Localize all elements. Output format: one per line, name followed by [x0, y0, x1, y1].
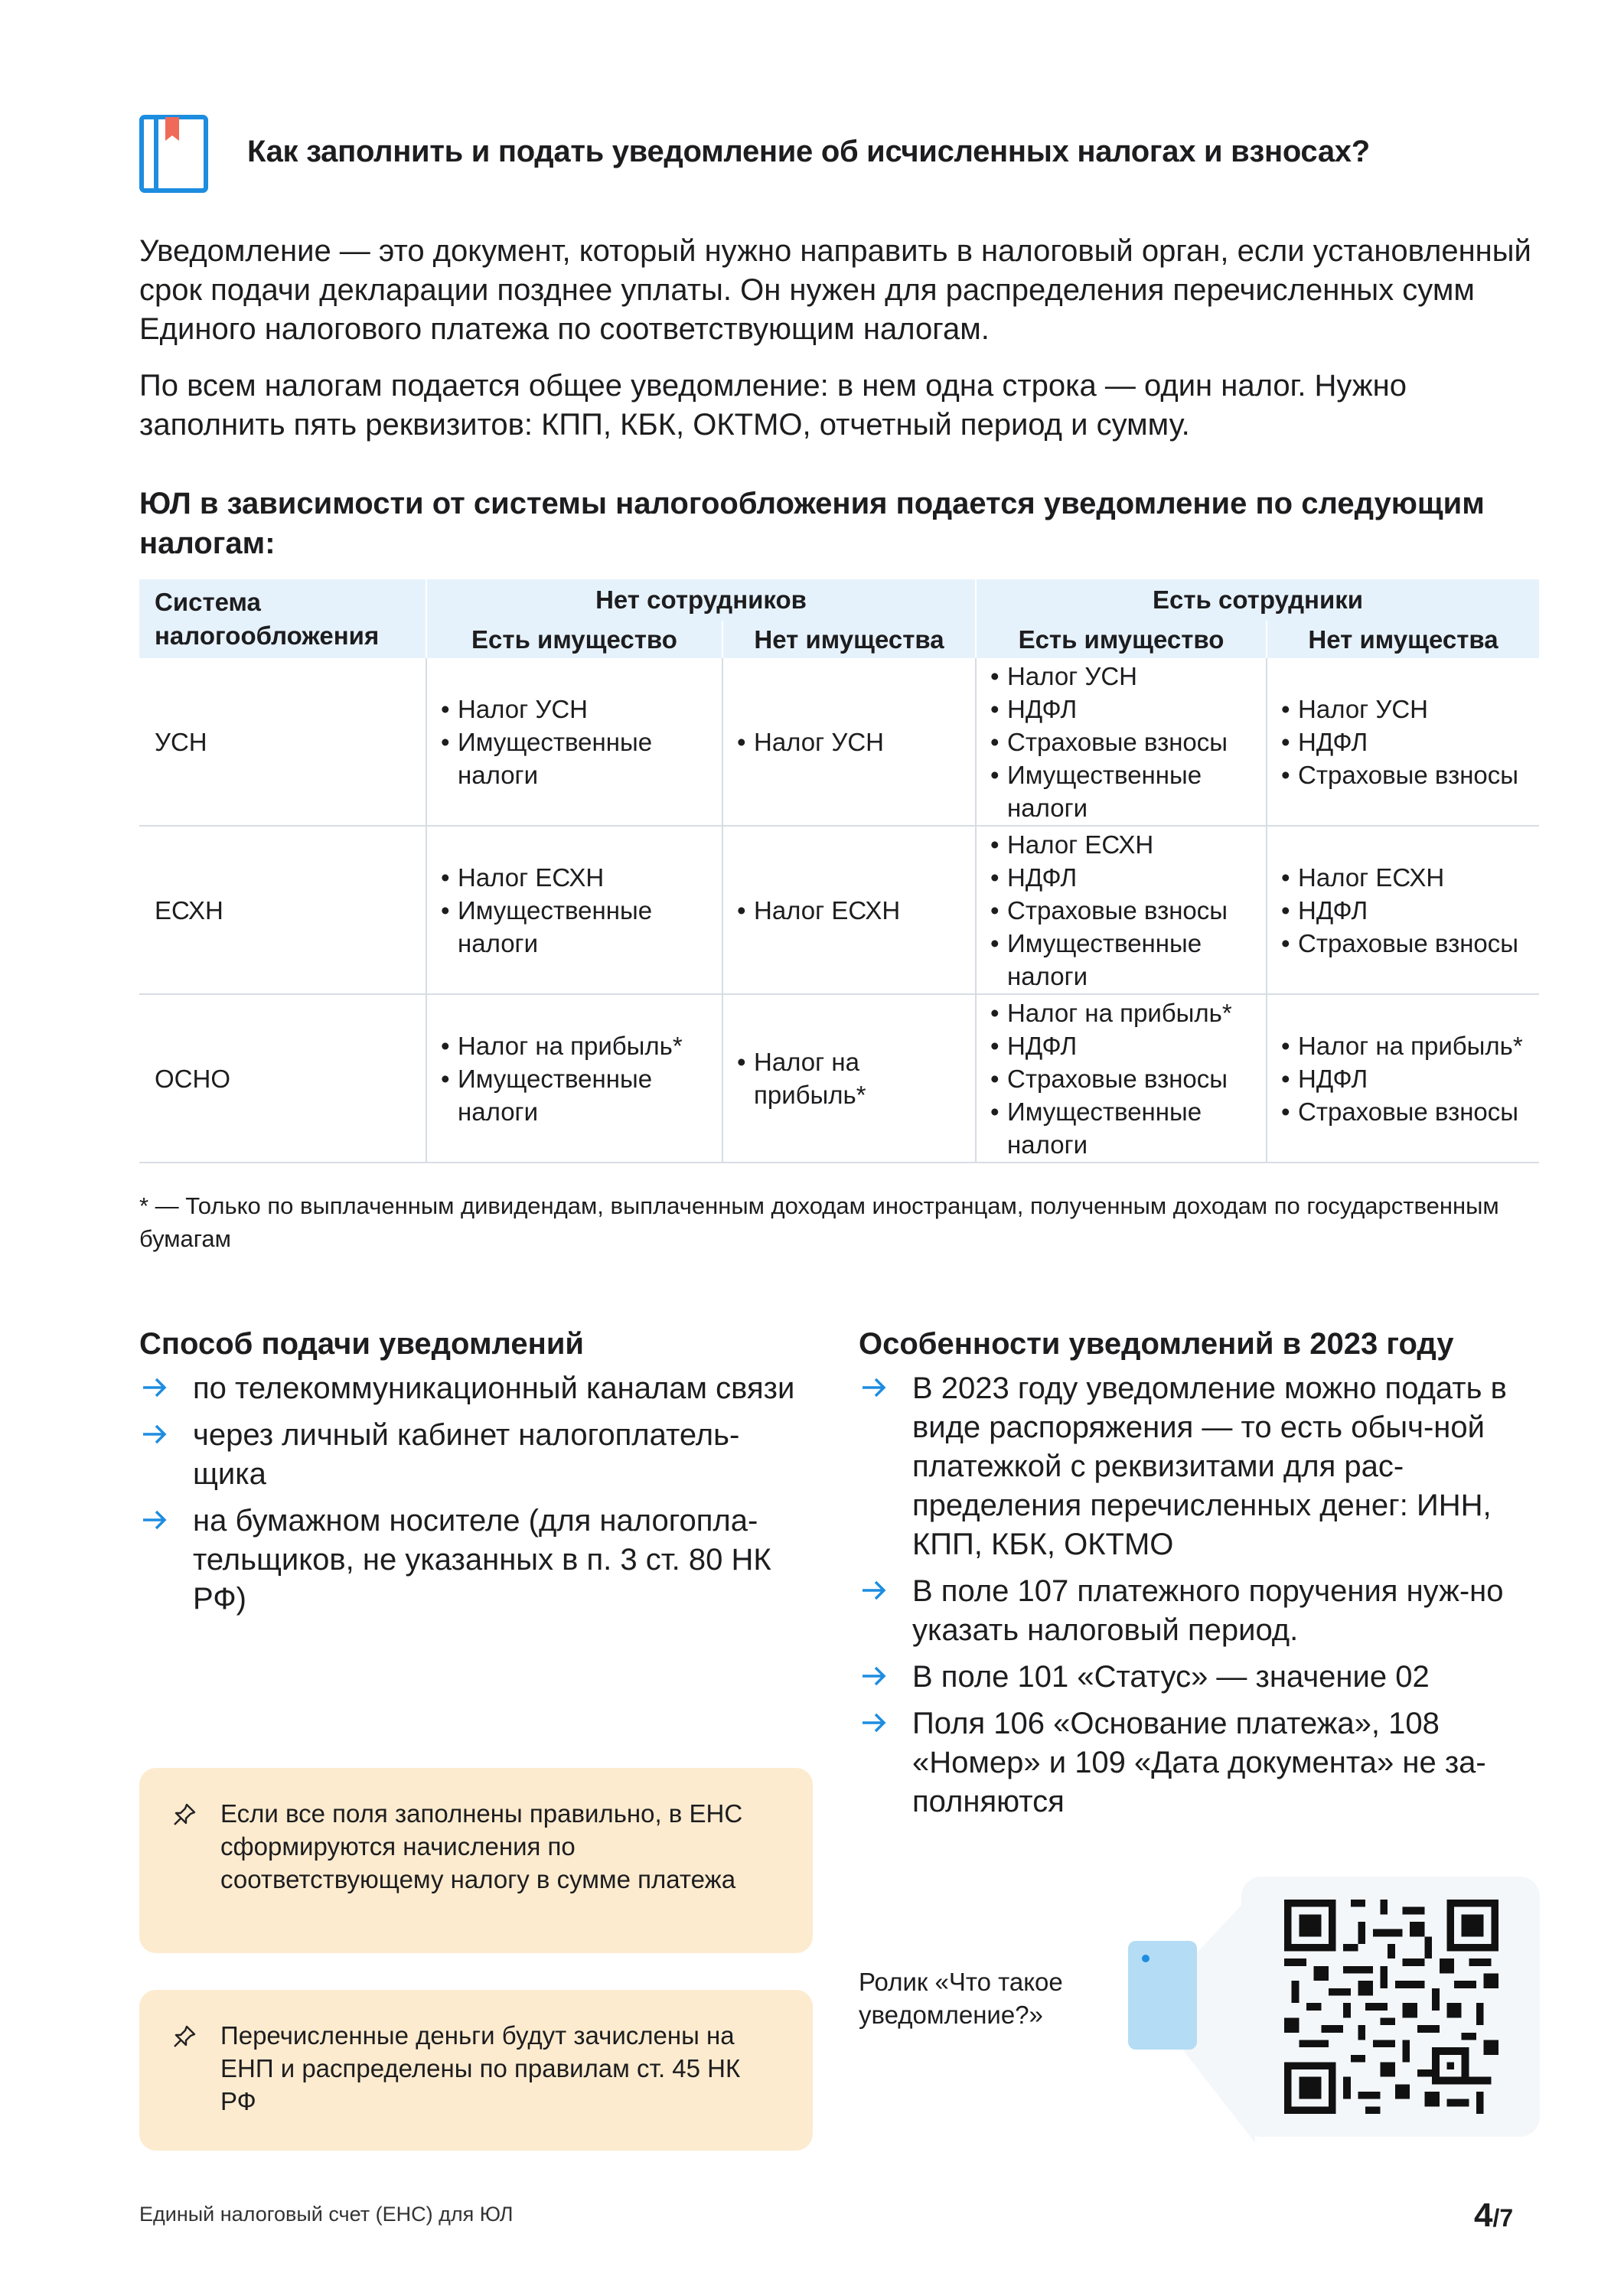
list-item: • Налог на прибыль* — [441, 1029, 716, 1062]
table-cell — [426, 658, 722, 826]
list-item: • Налог на прибыль* — [737, 1045, 969, 1111]
list-item: • НДФЛ — [1281, 1062, 1533, 1095]
list-item: • Налог ЕСХН — [737, 894, 969, 927]
note-text: Если все поля заполнены правильно, в ЕНС сформируются начисления по соответствующему налогу в сумме платежа — [220, 1799, 743, 1893]
list-item: • НДФЛ — [1281, 726, 1533, 758]
table-title: ЮЛ в зависимости от системы налогообложения подается уведомление по следующим налогам: — [139, 487, 1485, 560]
arrow-right-icon — [859, 1707, 889, 1738]
list-item: • НДФЛ — [990, 861, 1260, 894]
arrow-right-icon — [139, 1505, 170, 1535]
no-property-header: Нет имущества — [722, 621, 976, 658]
arrow-right-icon — [859, 1661, 889, 1691]
system-header: Система налогообложения — [139, 579, 426, 658]
list-item: • НДФЛ — [990, 1029, 1260, 1062]
list-item: • Налог УСН — [1281, 693, 1533, 726]
arrow-right-icon — [859, 1372, 889, 1403]
table-cell — [426, 826, 722, 994]
table-cell — [1267, 994, 1539, 1163]
table-cell — [426, 994, 722, 1163]
list-item — [859, 1572, 1540, 1650]
list-item: • НДФЛ — [990, 693, 1260, 726]
table-row — [139, 658, 1539, 826]
list-item — [139, 1369, 813, 1408]
list-item: • Налог ЕСХН — [441, 861, 716, 894]
table-cell — [722, 658, 976, 826]
list-item: • Имущественные налоги — [441, 726, 716, 791]
list-item: • Имущественные налоги — [990, 927, 1260, 993]
note-text: Перечисленные деньги будут зачислены на ЕНП и распределены по правилам ст. 45 НК РФ — [220, 2021, 741, 2115]
methods-title: Способ подачи уведомлений — [139, 1327, 584, 1361]
arrow-right-icon — [139, 1419, 170, 1450]
intro-paragraph-1: Уведомление — это документ, который нужно направить в налоговый орган, если установленный срок подачи декларации позднее уплаты. Он нужен для распределения перечисленных сумм Единого налогового платежа по соответствующим налогам. — [139, 234, 1531, 346]
list-item: • Имущественные налоги — [990, 758, 1260, 824]
page-title: Как заполнить и подать уведомление об исчисленных налогах и взносах? — [247, 135, 1370, 168]
list-item: • Налог на прибыль* — [990, 996, 1260, 1029]
list-item: • Налог ЕСХН — [990, 828, 1260, 861]
page-total: /7 — [1492, 2204, 1514, 2232]
feature-text: В поле 101 «Статус» — значение 02 — [912, 1660, 1430, 1694]
page-current: 4 — [1474, 2197, 1493, 2234]
arrow-right-icon — [859, 1575, 889, 1606]
list-item: • Имущественные налоги — [441, 1062, 716, 1128]
footer-text: Единый налоговый счет (ЕНС) для ЮЛ — [139, 2203, 514, 2226]
pin-icon — [171, 1802, 197, 1828]
table-cell — [1267, 826, 1539, 994]
tax-table — [139, 579, 1539, 1163]
has-property-header: Есть имущество — [976, 621, 1267, 658]
note-box — [139, 1768, 813, 1953]
list-item: • Налог УСН — [990, 660, 1260, 693]
system-cell: ОСНО — [139, 994, 426, 1163]
list-item: • Имущественные налоги — [990, 1095, 1260, 1161]
list-item: • Страховые взносы — [990, 1062, 1260, 1095]
intro-paragraph-2: По всем налогам подается общее уведомление: в нем одна строка — один налог. Нужно заполнить пять реквизитов: КПП, КБК, ОКТМО, отчетный период и сумму. — [139, 369, 1407, 442]
features-title: Особенности уведомлений в 2023 году — [859, 1327, 1454, 1361]
has-property-header: Есть имущество — [426, 621, 722, 658]
qr-code[interactable] — [1284, 1900, 1498, 2114]
methods-section — [139, 1327, 813, 1626]
method-text: через личный кабинет налогоплатель-щика — [193, 1418, 740, 1491]
list-item: • Налог на прибыль* — [1281, 1029, 1533, 1062]
book-icon — [139, 115, 208, 193]
qr-caption: Ролик «Что такое уведомление?» — [859, 1968, 1063, 2029]
list-item: • Налог УСН — [441, 693, 716, 726]
table-cell — [722, 826, 976, 994]
group-staff-header: Есть сотрудники — [976, 579, 1539, 621]
feature-text: В поле 107 платежного поручения нуж-но указать налоговый период. — [912, 1574, 1504, 1647]
method-text: по телекоммуникационный каналам связи — [193, 1371, 795, 1405]
features-section — [859, 1327, 1540, 1829]
method-text: на бумажном носителе (для налогопла-тельщиков, не указанных в п. 3 ст. 80 НК РФ) — [193, 1504, 771, 1616]
system-cell: УСН — [139, 658, 426, 826]
list-item — [859, 1658, 1540, 1697]
group-no-staff-header: Нет сотрудников — [426, 579, 976, 621]
list-item: • НДФЛ — [1281, 894, 1533, 927]
page-number — [1474, 2197, 1513, 2235]
list-item: • Страховые взносы — [1281, 758, 1533, 791]
feature-text: Поля 106 «Основание платежа», 108 «Номер» и 109 «Дата документа» не за-полняются — [912, 1707, 1486, 1818]
list-item — [139, 1416, 813, 1494]
table-row — [139, 994, 1539, 1163]
arrow-right-icon — [139, 1372, 170, 1403]
list-item: • Страховые взносы — [990, 894, 1260, 927]
no-property-header: Нет имущества — [1267, 621, 1539, 658]
table-cell — [976, 658, 1267, 826]
note-box — [139, 1990, 813, 2151]
list-item: • Страховые взносы — [1281, 927, 1533, 960]
table-cell — [1267, 658, 1539, 826]
footnote: * — Только по выплаченным дивидендам, выплаченным доходам иностранцам, полученным доходам по государственным бумагам — [139, 1192, 1499, 1252]
list-item — [859, 1704, 1540, 1821]
list-item: • Страховые взносы — [1281, 1095, 1533, 1128]
table-cell — [722, 994, 976, 1163]
list-item: • Налог ЕСХН — [1281, 861, 1533, 894]
table-cell — [976, 994, 1267, 1163]
system-cell: ЕСХН — [139, 826, 426, 994]
table-cell — [976, 826, 1267, 994]
table-row — [139, 826, 1539, 994]
pin-icon — [171, 2024, 197, 2050]
phone-icon — [1128, 1941, 1197, 2050]
list-item — [139, 1502, 813, 1619]
feature-text: В 2023 году уведомление можно подать в виде распоряжения — то есть обыч-ной платежкой с реквизитами для рас-пределения перечисленных денег: ИНН, КПП, КБК, ОКТМО — [912, 1371, 1507, 1561]
list-item: • Налог УСН — [737, 726, 969, 758]
list-item: • Имущественные налоги — [441, 894, 716, 960]
list-item — [859, 1369, 1540, 1564]
list-item: • Страховые взносы — [990, 726, 1260, 758]
